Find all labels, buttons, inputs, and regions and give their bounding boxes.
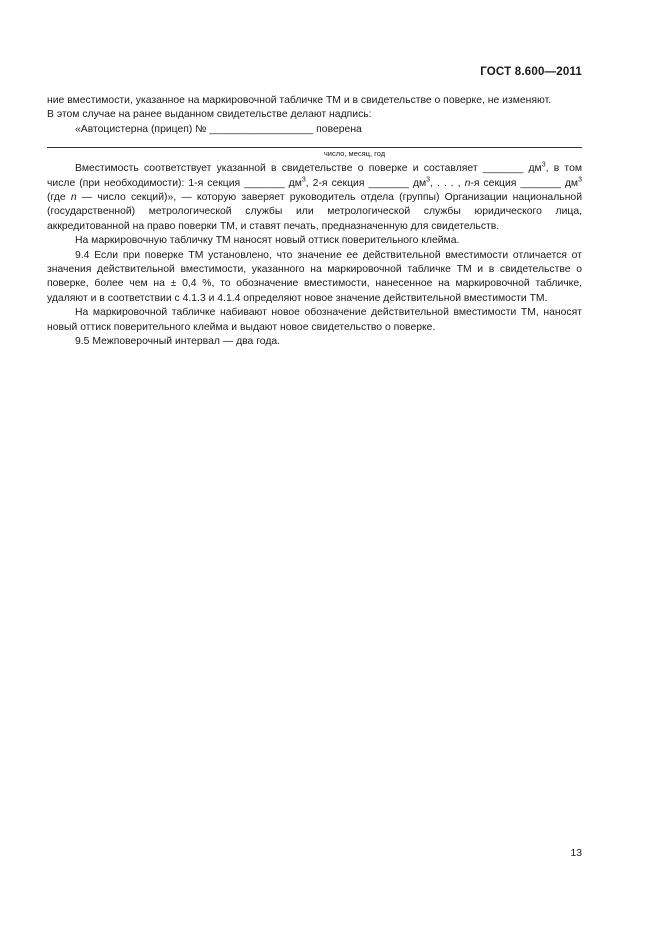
- page-number: 13: [570, 848, 582, 859]
- document-header: ГОСТ 8.600—2011: [480, 66, 582, 78]
- superscript-3: 3: [541, 161, 546, 169]
- superscript-3: 3: [578, 176, 582, 184]
- rule-caption: число, месяц, год: [323, 149, 386, 159]
- paragraph-inscription-intro: В этом случае на ранее выданном свидетельстве делают надпись:: [47, 109, 372, 121]
- italic-n: n: [464, 177, 471, 189]
- paragraph-new-designation: На маркировочной табличке набивают новое обозначение действительной вместимости ТМ, наносят новый оттиск поверительного клейма и выдают новое свидетельство о поверке.: [47, 307, 582, 333]
- capacity-text-f: (где: [47, 192, 71, 204]
- superscript-3: 3: [426, 176, 431, 184]
- signature-rule: [47, 137, 582, 148]
- paragraph-continuation: ние вместимости, указанное на маркировочной табличке ТМ и в свидетельстве о поверке, не изменяют.: [47, 95, 552, 106]
- paragraph-capacity: [47, 162, 582, 234]
- capacity-text-a: Вместимость соответствует указанной в свидетельстве о поверке и составляет _______ дм: [75, 163, 542, 175]
- superscript-3: 3: [301, 176, 306, 184]
- paragraph-9-4: 9.4 Если при поверке ТМ установлено, что значение ее действительной вместимости отличается от значения действительной вместимости, указанного на маркировочной табличке ТМ и в свидетельстве о поверке, более чем на ± 0,4 %, то обозначение вместимости, нанесенное на маркировочной табличке, удаляют и в соответствии с 4.1.3 и 4.1.4 определяют новое значение действительной вместимости ТМ.: [47, 249, 582, 304]
- paragraph-inscription-line: «Автоцистерна (прицеп) № __________________ поверена: [75, 123, 362, 135]
- capacity-text-c: , 2-я секция _______ дм: [305, 177, 427, 189]
- paragraph-new-stamp: На маркировочную табличку ТМ наносят новый оттиск поверительного клейма.: [75, 235, 460, 247]
- italic-n: n: [70, 192, 77, 204]
- capacity-text-g: — число секций)», — которую заверяет руководитель отдела (группы) Организации национальной (государственной) метрологической службы или метрологической службы юридического лица, аккредитованной на право поверки ТМ, и ставят печать, предназначенную для свидетельств.: [47, 192, 583, 232]
- capacity-text-e: -я секция _______ дм: [470, 177, 579, 189]
- capacity-text-b: , в том числе (при необходимости): 1-я секция _______ дм: [47, 163, 582, 189]
- document-body: [47, 94, 582, 350]
- paragraph-9-5: 9.5 Межповерочный интервал — два года.: [75, 336, 281, 348]
- capacity-text-d: , . . . ,: [430, 177, 465, 189]
